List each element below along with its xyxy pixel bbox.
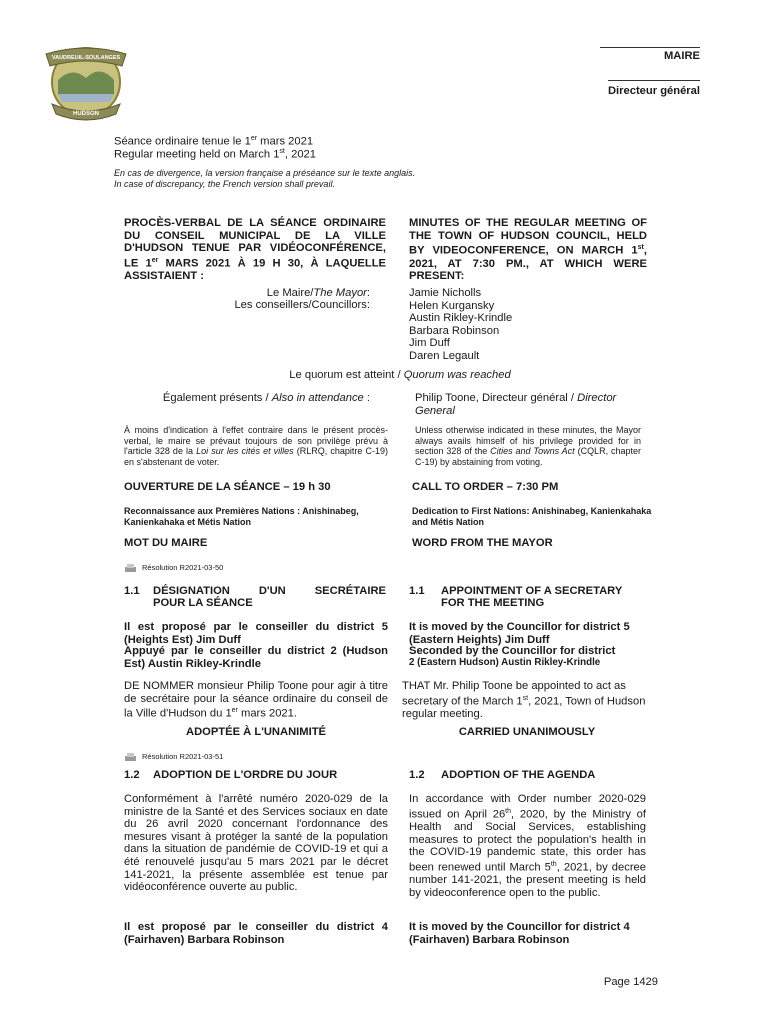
mayor-role-label: Le Maire/The Mayor: [266,287,370,299]
adopted-unanimously-fr: ADOPTÉE À L'UNANIMITÉ [185,726,327,738]
town-seal-logo [40,40,132,122]
dg-label: Directeur général [607,85,700,97]
councillors-role-label: Les conseillers/Councillors: [234,299,370,311]
page-number: Page 1429 [603,976,658,988]
resolution-body-fr: DE NOMMER monsieur Philip Toone pour agir à titre de secrétaire pour la séance ordinaire du conseil de la Ville d'Hudson du 1er mars 2021. [124,680,388,720]
agenda-moved-by-fr: Il est proposé par le conseiller du district 4 (Fairhaven) Barbara Robinson [124,921,388,946]
dg-signature-line [608,80,700,81]
mayor-word-heading-en: WORD FROM THE MAYOR [412,537,553,549]
item-title-en-line2: FOR THE MEETING [441,597,545,609]
attendee-name: Barbara Robinson [409,324,500,337]
mayor-signature-line [600,47,700,48]
agenda-moved-by-en: It is moved by the Councillor for district 4 (Fairhaven) Barbara Robinson [409,921,630,946]
first-nations-recognition-fr: Reconnaissance aux Premières Nations : Anishinabeg, Kanienkahaka et Métis Nation [124,506,359,527]
item-number-en: 1.2 [409,769,425,781]
meeting-date-en: Regular meeting held on March 1st, 2021 [114,148,316,161]
mayor-word-heading-fr: MOT DU MAIRE [124,537,208,549]
first-nations-recognition-en: Dedication to First Nations: Anishinabeg, Kanienkahaka and Métis Nation [412,506,652,527]
moved-by-en: It is moved by the Councillor for district 5 (Eastern Heights) Jim Duff [409,621,630,646]
item-title-fr-line1: DÉSIGNATION D'UN SECRÉTAIRE [153,585,386,597]
attendee-list [409,287,609,363]
resolution-body-en: THAT Mr. Philip Toone be appointed to act as secretary of the March 1st, 2021, Town of Hudson regular meeting. [402,680,646,720]
moved-by-fr: Il est proposé par le conseiller du district 5 (Heights Est) Jim Duff [124,621,388,646]
item-number-en: 1.1 [409,585,425,597]
item-title-fr: ADOPTION DE L'ORDRE DU JOUR [153,769,338,781]
attendee-name: Austin Rikley-Krindle [409,312,513,325]
language-note-en: In case of discrepancy, the French version shall prevail. [114,179,335,189]
item-title-en: ADOPTION OF THE AGENDA [441,769,596,781]
mayor-label: MAIRE [663,50,700,62]
seconded-by-en-line2: 2 (Eastern Hudson) Austin Rikley-Krindle [409,657,601,668]
logo-text-bottom: HUDSON [72,111,100,117]
logo-text-top: VAUDREUIL-SOULANGES [51,55,121,61]
resolution-marker-icon [124,749,137,759]
mayor-vote-clause-fr: À moins d'indication à l'effet contraire dans le présent procès-verbal, le maire se prévaut toujours de son privilège prévu à l'article 328 de la Loi sur les cités et villes (RLRQ, chapitre C-19) en s'abstenant de voter. [124,425,389,467]
attendee-name: Helen Kurgansky [409,299,495,312]
also-present-person: Philip Toone, Directeur général / Director General [415,392,617,417]
also-present-label: Également présents / Also in attendance : [162,392,370,404]
attendee-name: Jim Duff [409,337,450,350]
meeting-date-fr: Séance ordinaire tenue le 1er mars 2021 [114,135,314,148]
language-note-fr: En cas de divergence, la version française a préséance sur le texte anglais. [114,168,416,178]
agenda-body-en: In accordance with Order number 2020-029 issued on April 26th, 2020, by the Ministry of Health and Social Services, establishing measures to protect the population's health in the COVID-19 pandemic state, this order has been renewed until March 5th, 2021, by decree number 141-2021, the present meeting is held by videoconference open to the public. [409,793,646,899]
attendee-name: Daren Legault [409,349,480,362]
seconded-by-fr: Appuyé par le conseiller du district 2 (Hudson Est) Austin Rikley-Krindle [124,645,388,670]
item-number-fr: 1.2 [124,769,140,781]
resolution-marker-icon [124,560,137,570]
minutes-title-en: MINUTES OF THE REGULAR MEETING OF THE TOWN OF HUDSON COUNCIL, HELD BY VIDEOCONFERENCE, ON MARCH 1st, 2021, AT 7:30 PM., AT WHICH WERE PRESENT: [409,217,647,283]
mayor-vote-clause-en: Unless otherwise indicated in these minutes, the Mayor always avails himself of his privilege provided for in section 328 of the Cities and Towns Act (CQLR, chapter C-19) by abstaining from voting. [415,425,641,467]
quorum-statement: Le quorum est atteint / Quorum was reached [289,369,511,381]
item-title-fr-line2: POUR LA SÉANCE [153,597,253,609]
resolution-number: Résolution R2021-03-51 [142,752,224,761]
opening-heading-fr: OUVERTURE DE LA SÉANCE – 19 h 30 [124,481,331,493]
minutes-title-fr: PROCÈS-VERBAL DE LA SÉANCE ORDINAIRE DU CONSEIL MUNICIPAL DE LA VILLE D'HUDSON TENUE PAR VIDÉOCONFÉRENCE, LE 1er MARS 2021 À 19 H 30, À LAQUELLE ASSISTAIENT : [124,217,386,283]
item-title-en-line1: APPOINTMENT OF A SECRETARY [441,585,623,597]
carried-unanimously-en: CARRIED UNANIMOUSLY [458,726,596,738]
opening-heading-en: CALL TO ORDER – 7:30 PM [412,481,559,493]
resolution-number: Résolution R2021-03-50 [142,563,224,572]
attendee-name: Jamie Nicholls [409,287,482,299]
item-number-fr: 1.1 [124,585,140,597]
seconded-by-en-line1: Seconded by the Councillor for district [409,645,616,657]
agenda-body-fr: Conformément à l'arrêté numéro 2020-029 de la ministre de la Santé et des Services sociaux en date du 26 avril 2020 concernant l'ordonnance des mesures visant à protéger la santé de la population dans la situation de pandémie de COVID-19 et qui a été renouvelé jusqu'au 5 mars 2021 par le décret 141-2021, la présente assemblée est tenue par vidéoconférence ouverte au public. [124,793,388,894]
